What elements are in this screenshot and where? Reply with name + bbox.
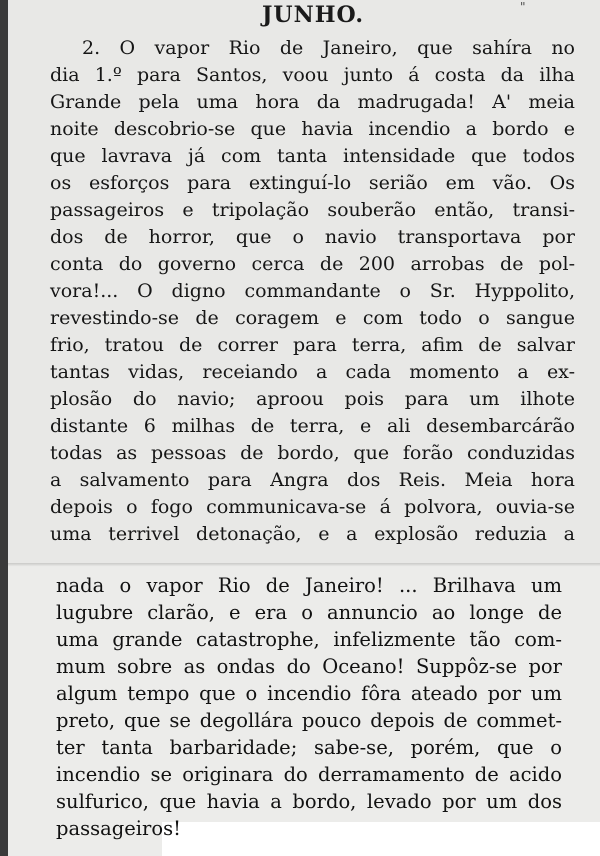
text-line: passageiros e tripolação souberão então, transi- bbox=[50, 199, 575, 221]
text-line: distante 6 milhas de terra, e ali desembarcárão bbox=[50, 415, 575, 437]
text-line: sulfurico, que havia a bordo, levado por um dos bbox=[56, 790, 562, 813]
text-line: dia 1.º para Santos, voou junto á costa da ilha bbox=[50, 64, 575, 86]
text-line: passageiros! bbox=[56, 817, 181, 840]
text-line: Grande pela uma hora da madrugada! A' meia bbox=[50, 91, 575, 113]
text-line: noite descobrio-se que havia incendio a bordo e bbox=[50, 118, 575, 140]
text-line: uma grande catastrophe, infelizmente tão com- bbox=[56, 628, 562, 651]
text-line: preto, que se degollára pouco depois de commet- bbox=[56, 709, 562, 732]
text-line: os esforços para extinguí-lo serião em vão. Os bbox=[50, 172, 575, 194]
text-line: todas as pessoas de bordo, que forão conduzidas bbox=[50, 442, 575, 464]
text-line: que lavrava já com tanta intensidade que todos bbox=[50, 145, 575, 167]
text-line: ter tanta barbaridade; sabe-se, porém, que o bbox=[56, 736, 562, 759]
text-line: nada o vapor Rio de Janeiro! ... Brilhava um bbox=[56, 574, 562, 597]
text-line: lugubre clarão, e era o annuncio ao longe de bbox=[56, 601, 562, 624]
scan-edge-strip bbox=[0, 0, 8, 856]
text-line: vora!... O digno commandante o Sr. Hyppolito, bbox=[50, 280, 575, 302]
text-line: frio, tratou de correr para terra, afim de salvar bbox=[50, 334, 575, 356]
section-heading: JUNHO. bbox=[262, 2, 365, 28]
text-line: uma terrivel detonação, e a explosão reduzia a bbox=[50, 523, 575, 545]
text-line: tantas vidas, receiando a cada momento a ex- bbox=[50, 361, 575, 383]
text-line: conta do governo cerca de 200 arrobas de pol- bbox=[50, 253, 575, 275]
text-line: dos de horror, que o navio transportava por bbox=[50, 226, 575, 248]
text-line: revestindo-se de coragem e com todo o sangue bbox=[50, 307, 575, 329]
text-line: a salvamento para Angra dos Reis. Meia hora bbox=[50, 469, 575, 491]
text-line: mum sobre as ondas do Oceano! Suppôz-se por bbox=[56, 655, 562, 678]
text-line: algum tempo que o incendio fôra ateado por um bbox=[56, 682, 562, 705]
text-line: incendio se originara do derramamento de acido bbox=[56, 763, 562, 786]
scan-seam bbox=[8, 563, 600, 567]
text-line: 2. O vapor Rio de Janeiro, que sahíra no bbox=[82, 37, 575, 59]
text-line: plosão do navio; aproou pois para um ilhote bbox=[50, 388, 575, 410]
corner-mark: " bbox=[520, 0, 526, 14]
text-line: depois o fogo communicava-se á polvora, ouvia-se bbox=[50, 496, 575, 518]
blank-corner-block bbox=[162, 822, 600, 856]
